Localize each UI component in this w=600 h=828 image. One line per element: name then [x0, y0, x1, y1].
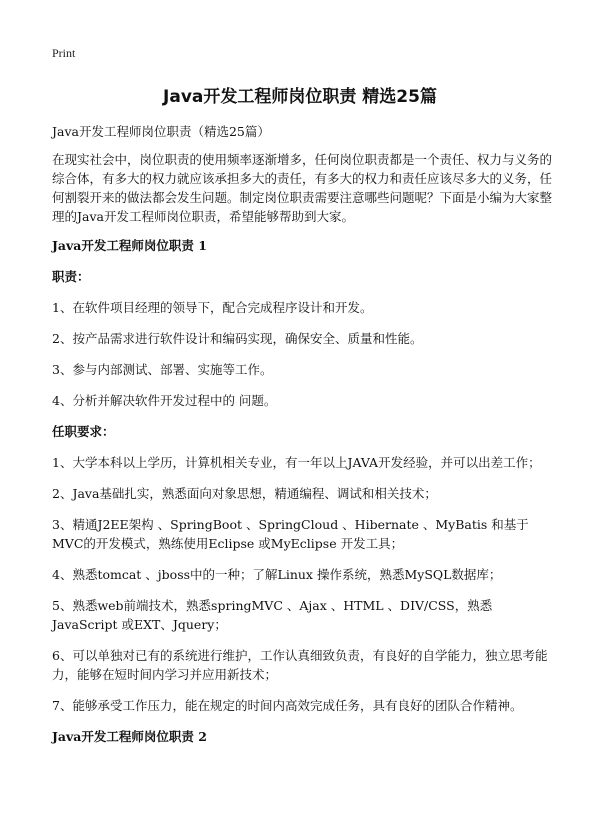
requirements-heading: 任职要求：: [52, 424, 115, 439]
requirement-item: 1、大学本科以上学历，计算机相关专业，有一年以上JAVA开发经验，并可以出差工作；: [52, 455, 541, 470]
duty-item: 3、参与内部测试、部署、实施等工作。: [52, 362, 273, 377]
requirement-item: 2、Java基础扎实，熟悉面向对象思想，精通编程、调试和相关技术；: [52, 486, 437, 501]
duty-item: 1、在软件项目经理的领导下，配合完成程序设计和开发。: [52, 300, 373, 315]
requirement-item: 6、可以单独对已有的系统进行维护，工作认真细致负责，有良好的自学能力，独立思考能力，能够在短时间内学习并应用新技术；: [52, 648, 548, 682]
section-1-title: Java开发工程师岗位职责 1: [52, 238, 207, 253]
print-label: Print: [52, 46, 76, 60]
page-title: Java开发工程师岗位职责 精选25篇: [163, 87, 437, 107]
page-subtitle: Java开发工程师岗位职责（精选25篇）: [52, 124, 270, 139]
requirement-item: 4、熟悉tomcat 、jboss中的一种；了解Linux 操作系统，熟悉MySQL数据库；: [52, 567, 502, 582]
requirement-item: 5、熟悉web前端技术，熟悉springMVC 、Ajax 、HTML 、DIV/CSS，熟悉JavaScript 或EXT、Jquery；: [52, 598, 493, 632]
duties-heading: 职责：: [52, 269, 90, 284]
intro-paragraph: 在现实社会中，岗位职责的使用频率逐渐增多，任何岗位职责都是一个责任、权力与义务的综合体，有多大的权力就应该承担多大的责任，有多大的权力和责任应该尽多大的义务，任何割裂开来的做法都会发生问题。制定岗位职责需要注意哪些问题呢？下面是小编为大家整理的Java开发工程师岗位职责，希望能够帮助到大家。: [52, 152, 553, 224]
duty-item: 4、分析并解决软件开发过程中的 问题。: [52, 393, 277, 408]
document-body: [52, 150, 554, 758]
duty-item: 2、按产品需求进行软件设计和编码实现，确保安全、质量和性能。: [52, 331, 423, 346]
requirement-item: 3、精通J2EE架构 、SpringBoot 、SpringCloud 、Hibernate 、MyBatis 和基于MVC的开发模式，熟练使用Eclipse 或MyEclipse 开发工具；: [52, 517, 529, 551]
requirement-item: 7、能够承受工作压力，能在规定的时间内高效完成任务，具有良好的团队合作精神。: [52, 698, 523, 713]
section-2-title: Java开发工程师岗位职责 2: [52, 729, 207, 744]
